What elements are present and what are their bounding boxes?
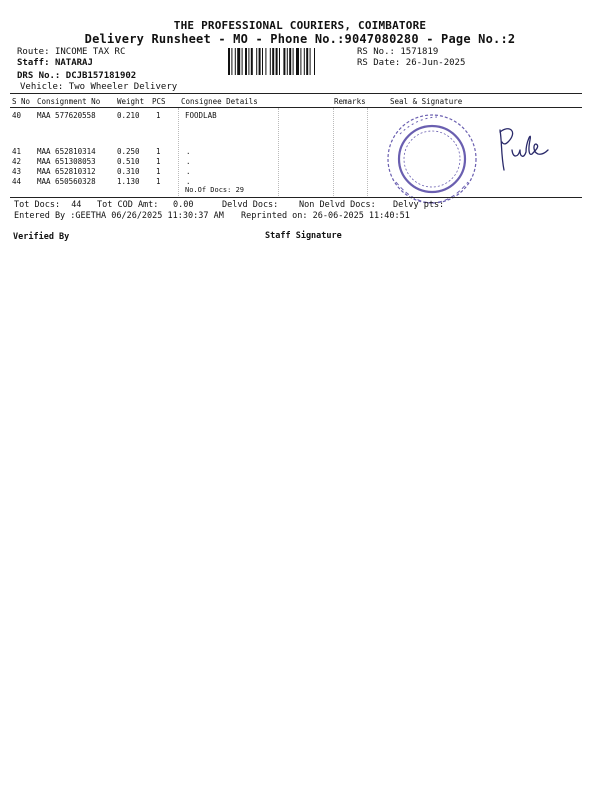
row-consignee: . — [186, 177, 191, 186]
tot-docs-label: Tot Docs: — [14, 200, 61, 210]
rs-no-line — [357, 47, 438, 57]
table-row — [0, 177, 600, 187]
rs-date-line — [357, 58, 465, 68]
col-seal: Seal & Signature — [390, 97, 463, 106]
row-sno: 44 — [12, 177, 22, 186]
row-sno: 41 — [12, 147, 22, 156]
drs-value: DCJB157181902 — [65, 71, 137, 81]
row-consignment: MAA 577620558 — [37, 111, 96, 120]
col-sno: S No — [12, 97, 31, 106]
staff-value: NATARAJ — [54, 58, 93, 68]
table-bottom-rule — [10, 197, 582, 198]
tot-cod-value: 0.00 — [173, 200, 194, 210]
vehicle-line — [20, 82, 177, 92]
staff-line — [17, 58, 93, 68]
col-pcs: PCS — [152, 97, 166, 106]
row-consignment: MAA 652810312 — [37, 167, 96, 176]
vehicle-label: Vehicle: — [20, 82, 64, 92]
runsheet-subtitle: Delivery Runsheet - MO - Phone No.:9047080280 - Page No.:2 — [84, 32, 516, 46]
row-weight: 0.510 — [117, 157, 140, 166]
row-consignee: . — [186, 157, 191, 166]
vehicle-value: Two Wheeler Delivery — [68, 82, 178, 92]
non-delvd-docs-label: Non Delvd Docs: — [299, 200, 376, 210]
route-label: Route: — [17, 47, 50, 57]
row-consignee: FOODLAB — [185, 111, 217, 120]
rs-no-label: RS No.: — [357, 47, 395, 57]
delvd-docs-label: Delvd Docs: — [222, 200, 279, 210]
staff-label: Staff: — [17, 58, 50, 68]
route-value: INCOME TAX RC — [54, 47, 126, 57]
col-consignment: Consignment No — [37, 97, 101, 106]
row-consignee: . — [186, 147, 191, 156]
row-weight: 0.250 — [117, 147, 140, 156]
row-pcs: 1 — [156, 167, 161, 176]
tot-cod-label: Tot COD Amt: — [97, 200, 159, 210]
row-consignee: . — [186, 167, 191, 176]
table-top-rule — [10, 93, 582, 94]
row-pcs: 1 — [156, 177, 161, 186]
barcode-image — [228, 48, 352, 75]
row-pcs: 1 — [156, 147, 161, 156]
row-sno: 42 — [12, 157, 22, 166]
entered-by: Entered By :GEETHA 06/26/2025 11:30:37 AM — [14, 211, 224, 221]
no-of-docs: No.Of Docs: 29 — [185, 186, 245, 194]
seal-stamp-image — [382, 112, 482, 207]
col-consignee: Consignee Details — [181, 97, 258, 106]
drs-label: DRS No.: — [17, 71, 61, 81]
col-remarks: Remarks — [334, 97, 366, 106]
rs-date-value: 26-Jun-2025 — [405, 58, 466, 68]
verified-by: Verified By — [13, 232, 70, 242]
company-title: THE PROFESSIONAL COURIERS, COIMBATORE — [173, 19, 427, 32]
tot-docs-value: 44 — [71, 200, 82, 210]
table-header-rule — [10, 107, 582, 108]
route-line — [17, 47, 125, 57]
row-pcs: 1 — [156, 111, 161, 120]
rs-no-value: 1571819 — [400, 47, 439, 57]
row-consignment: MAA 651308053 — [37, 157, 96, 166]
reprinted-on: Reprinted on: 26-06-2025 11:40:51 — [241, 211, 410, 221]
rs-date-label: RS Date: — [357, 58, 401, 68]
row-weight: 0.310 — [117, 167, 140, 176]
delvy-pts-label: Delvy pts: — [393, 200, 445, 210]
row-sno: 43 — [12, 167, 22, 176]
row-consignment: MAA 652810314 — [37, 147, 96, 156]
tot-docs — [14, 200, 81, 210]
signature-image — [492, 120, 552, 175]
row-consignment: MAA 650560328 — [37, 177, 96, 186]
row-weight: 1.130 — [117, 177, 140, 186]
drs-line — [17, 71, 136, 81]
row-weight: 0.210 — [117, 111, 140, 120]
col-weight: Weight — [117, 97, 145, 106]
row-pcs: 1 — [156, 157, 161, 166]
staff-signature: Staff Signature — [265, 231, 342, 241]
row-sno: 40 — [12, 111, 22, 120]
